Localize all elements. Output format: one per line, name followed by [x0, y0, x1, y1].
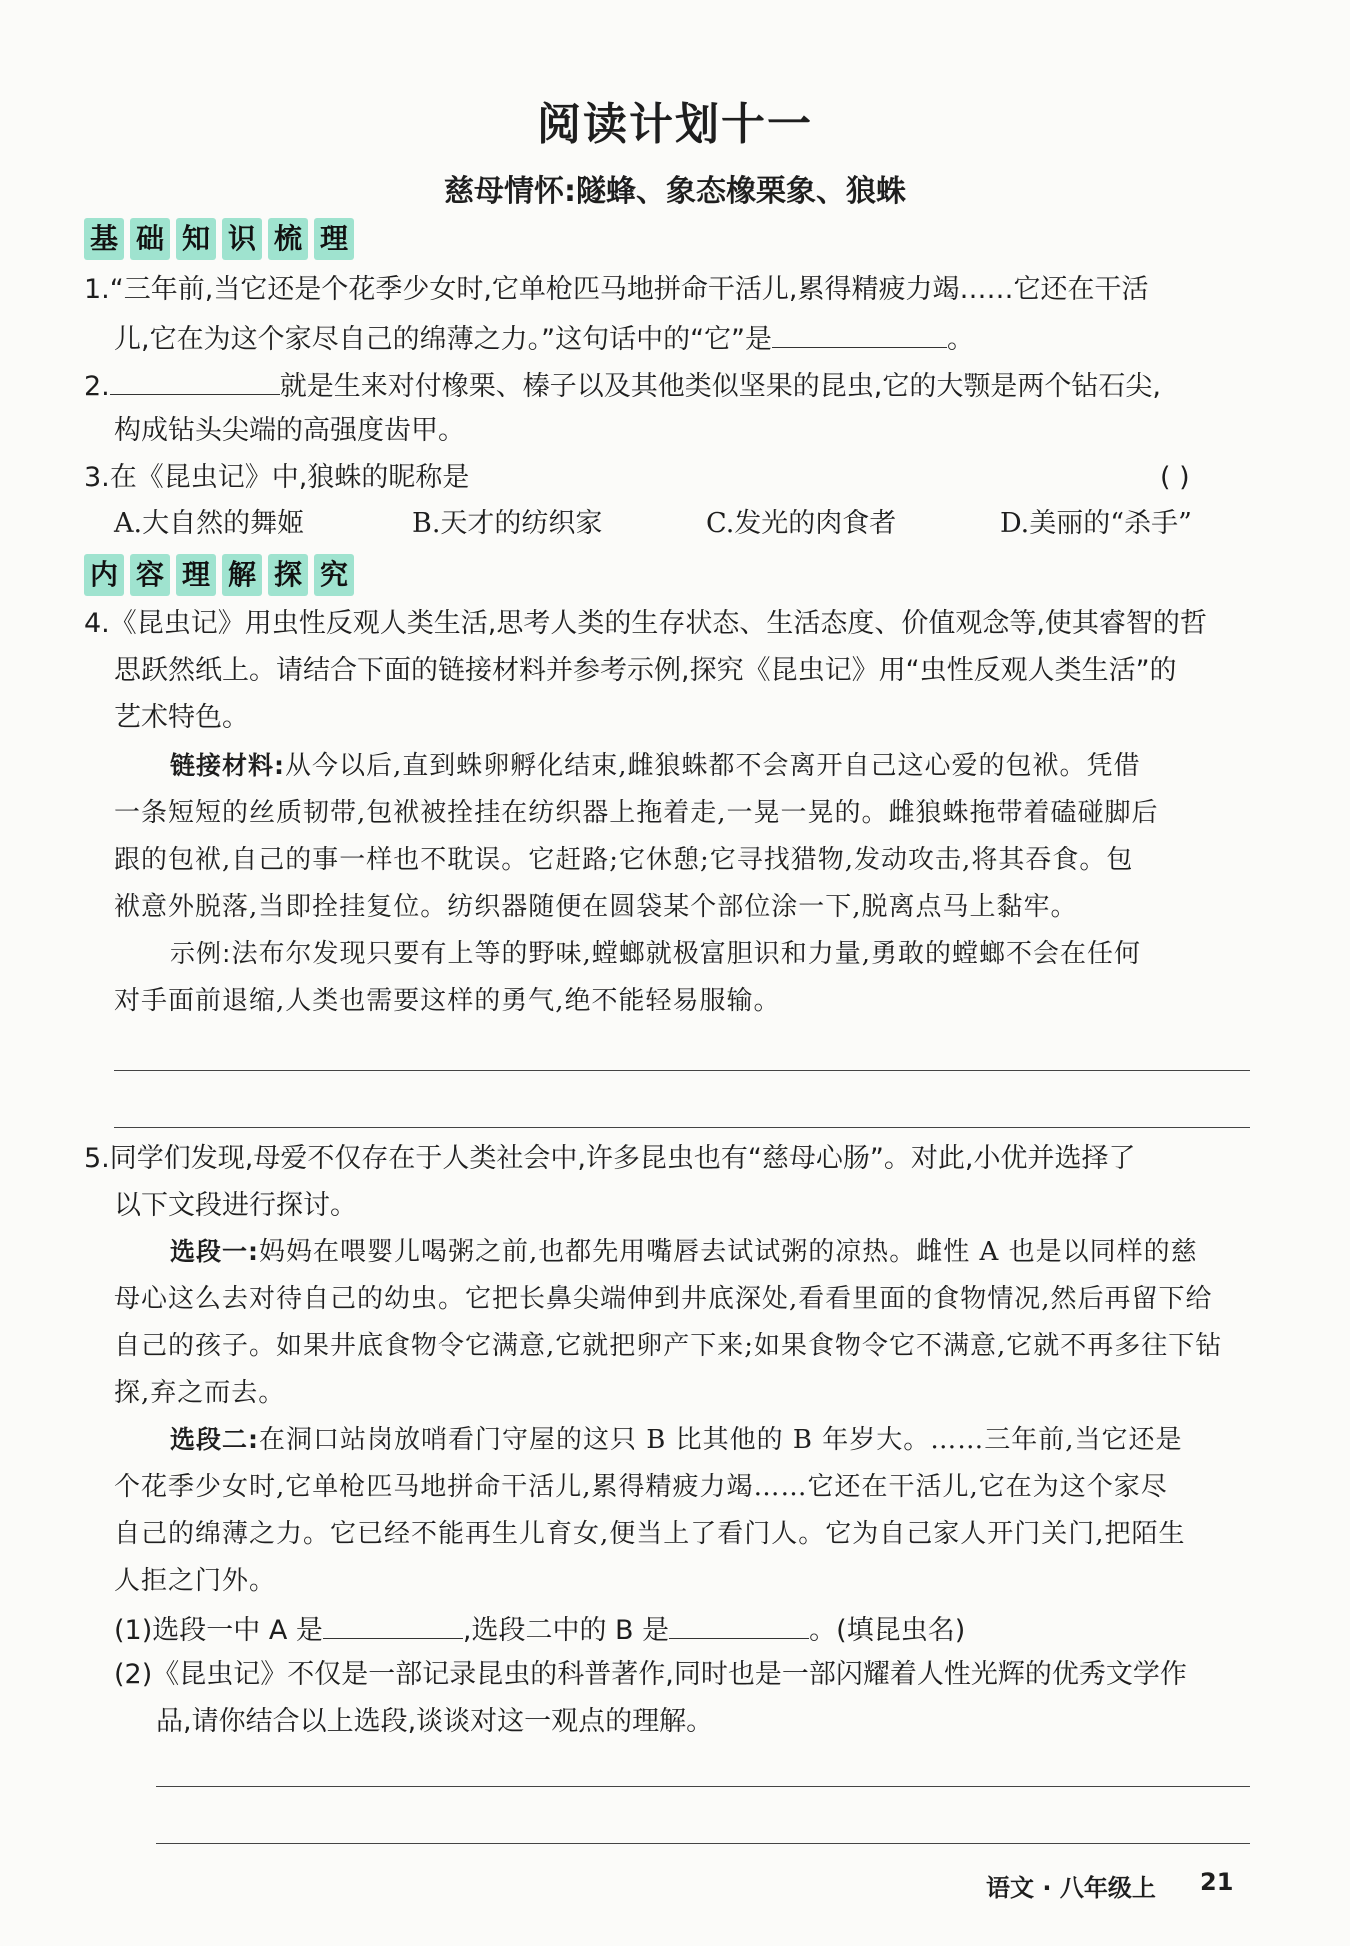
q3-option-b: B.天才的纺织家 [412, 508, 603, 539]
q5-sub1-a-blank[interactable] [323, 1612, 463, 1639]
q4-example-text: 法布尔发现只要有上等的野味,螳螂就极富胆识和力量,勇敢的螳螂不会在任何 [231, 939, 1141, 969]
section-char: 解 [222, 554, 262, 596]
q4-material-label: 链接材料: [170, 751, 285, 780]
q4-answer-line[interactable] [114, 1070, 1250, 1071]
q5-sub1 [114, 1612, 965, 1647]
q5-seg1-line: 母心这么去对待自己的幼虫。它把长鼻尖端伸到井底深处,看看里面的食物情况,然后再留下给 [114, 1284, 1213, 1314]
q4-material-line: 袱意外脱落,当即拴挂复位。纺织器随便在圆袋某个部位涂一下,脱离点马上黏牢。 [114, 892, 1078, 922]
q5-sub1-c-text: 。(填昆虫名) [809, 1615, 966, 1646]
q1-answer-blank[interactable] [772, 321, 947, 348]
q5-seg1-line: 自己的孩子。如果井底食物令它满意,它就把卵产下来;如果食物令它不满意,它就不再多往下钻 [114, 1331, 1223, 1361]
q5-seg1-label: 选段一: [170, 1237, 259, 1266]
q5-line: 以下文段进行探讨。 [114, 1190, 357, 1221]
q3-option-d: D.美丽的“杀手” [1000, 508, 1192, 539]
q3-option-c: C.发光的肉食者 [706, 508, 897, 539]
q2-line1 [84, 368, 1161, 403]
section-char: 理 [176, 554, 216, 596]
q2-line1-text: 就是生来对付橡栗、榛子以及其他类似坚果的昆虫,它的大颚是两个钻石尖, [279, 371, 1161, 402]
section-char: 知 [176, 218, 216, 260]
section-heading-basics [84, 218, 354, 262]
q4-material-line: 一条短短的丝质韧带,包袱被拴挂在纺织器上拖着走,一晃一晃的。雌狼蛛拖带着磕碰脚后 [114, 798, 1159, 828]
q4-material-line: 跟的包袱,自己的事一样也不耽误。它赶路;它休憩;它寻找猎物,发动攻击,将其吞食。包 [114, 845, 1134, 875]
section-heading-explore [84, 554, 354, 598]
q5-seg2-line: 人拒之门外。 [114, 1566, 277, 1596]
section-char: 探 [268, 554, 308, 596]
q2-number: 2. [84, 371, 110, 402]
q5-seg1-line: 探,弃之而去。 [114, 1378, 286, 1408]
q4-example-line [170, 938, 1141, 970]
q1-line1: 1.“三年前,当它还是个花季少女时,它单枪匹马地拼命干活儿,累得精疲力竭……它还在干活 [84, 274, 1149, 305]
q4-line: 艺术特色。 [114, 702, 249, 733]
q5-seg2-line: 个花季少女时,它单枪匹马地拼命干活儿,累得精疲力竭……它还在干活儿,它在为这个家尽 [114, 1472, 1168, 1502]
q5-sub1-a-text: (1)选段一中 A 是 [114, 1615, 323, 1646]
section-char: 基 [84, 218, 124, 260]
q5-seg2-label: 选段二: [170, 1425, 259, 1454]
q2-line2: 构成钻头尖端的高强度齿甲。 [114, 415, 465, 446]
q5-answer-line[interactable] [156, 1786, 1250, 1787]
q2-answer-blank[interactable] [110, 368, 280, 395]
q4-example-line: 对手面前退缩,人类也需要这样的勇气,绝不能轻易服输。 [114, 986, 781, 1016]
section-char: 理 [314, 218, 354, 260]
section-char: 内 [84, 554, 124, 596]
q5-seg1-text: 妈妈在喂婴儿喝粥之前,也都先用嘴唇去试试粥的凉热。雌性 A 也是以同样的慈 [259, 1237, 1198, 1267]
q5-sub1-b-text: ,选段二中的 B 是 [462, 1615, 670, 1646]
section-char: 识 [222, 218, 262, 260]
q4-answer-line[interactable] [114, 1127, 1250, 1128]
q3-option-a: A.大自然的舞姬 [114, 508, 305, 539]
section-char: 梳 [268, 218, 308, 260]
footer-subject: 语文 · 八年级上 [986, 1874, 1156, 1902]
q4-example-label: 示例: [170, 939, 232, 968]
section-char: 究 [314, 554, 354, 596]
q1-line2-text: 儿,它在为这个家尽自己的绵薄之力。”这句话中的“它”是 [114, 324, 773, 355]
q1-line2-end: 。 [947, 324, 975, 355]
q5-seg2-line [170, 1424, 1183, 1456]
q4-material-text: 从今以后,直到蛛卵孵化结束,雌狼蛛都不会离开自己这心爱的包袱。凭借 [285, 751, 1141, 781]
q5-seg2-line: 自己的绵薄之力。它已经不能再生儿育女,便当上了看门人。它为自己家人开门关门,把陌生 [114, 1519, 1186, 1549]
q5-sub2-line: (2)《昆虫记》不仅是一部记录昆虫的科普著作,同时也是一部闪耀着人性光辉的优秀文学作 [114, 1659, 1187, 1690]
q4-line: 思跃然纸上。请结合下面的链接材料并参考示例,探究《昆虫记》用“虫性反观人类生活”的 [114, 655, 1177, 686]
page-title: 阅读计划十一 [537, 99, 813, 150]
section-char: 容 [130, 554, 170, 596]
q1-line2 [114, 321, 974, 356]
q3-answer-paren[interactable]: ( ) [1160, 462, 1190, 493]
q5-seg1-line [170, 1236, 1198, 1268]
q3-stem: 3.在《昆虫记》中,狼蛛的昵称是 [84, 462, 470, 493]
q5-line: 5.同学们发现,母爱不仅存在于人类社会中,许多昆虫也有“慈母心肠”。对此,小优并选择了 [84, 1143, 1136, 1174]
q5-sub2-line: 品,请你结合以上选段,谈谈对这一观点的理解。 [156, 1706, 714, 1737]
q4-line: 4.《昆虫记》用虫性反观人类生活,思考人类的生存状态、生活态度、价值观念等,使其睿智的哲 [84, 608, 1207, 639]
page-subtitle: 慈母情怀:隧蜂、象态橡栗象、狼蛛 [444, 174, 906, 209]
q5-seg2-text: 在洞口站岗放哨看门守屋的这只 B 比其他的 B 年岁大。……三年前,当它还是 [259, 1425, 1183, 1455]
section-char: 础 [130, 218, 170, 260]
q5-sub1-b-blank[interactable] [669, 1612, 809, 1639]
q4-material-line [170, 750, 1141, 782]
page-number: 21 [1200, 1868, 1234, 1896]
q5-answer-line[interactable] [156, 1843, 1250, 1844]
